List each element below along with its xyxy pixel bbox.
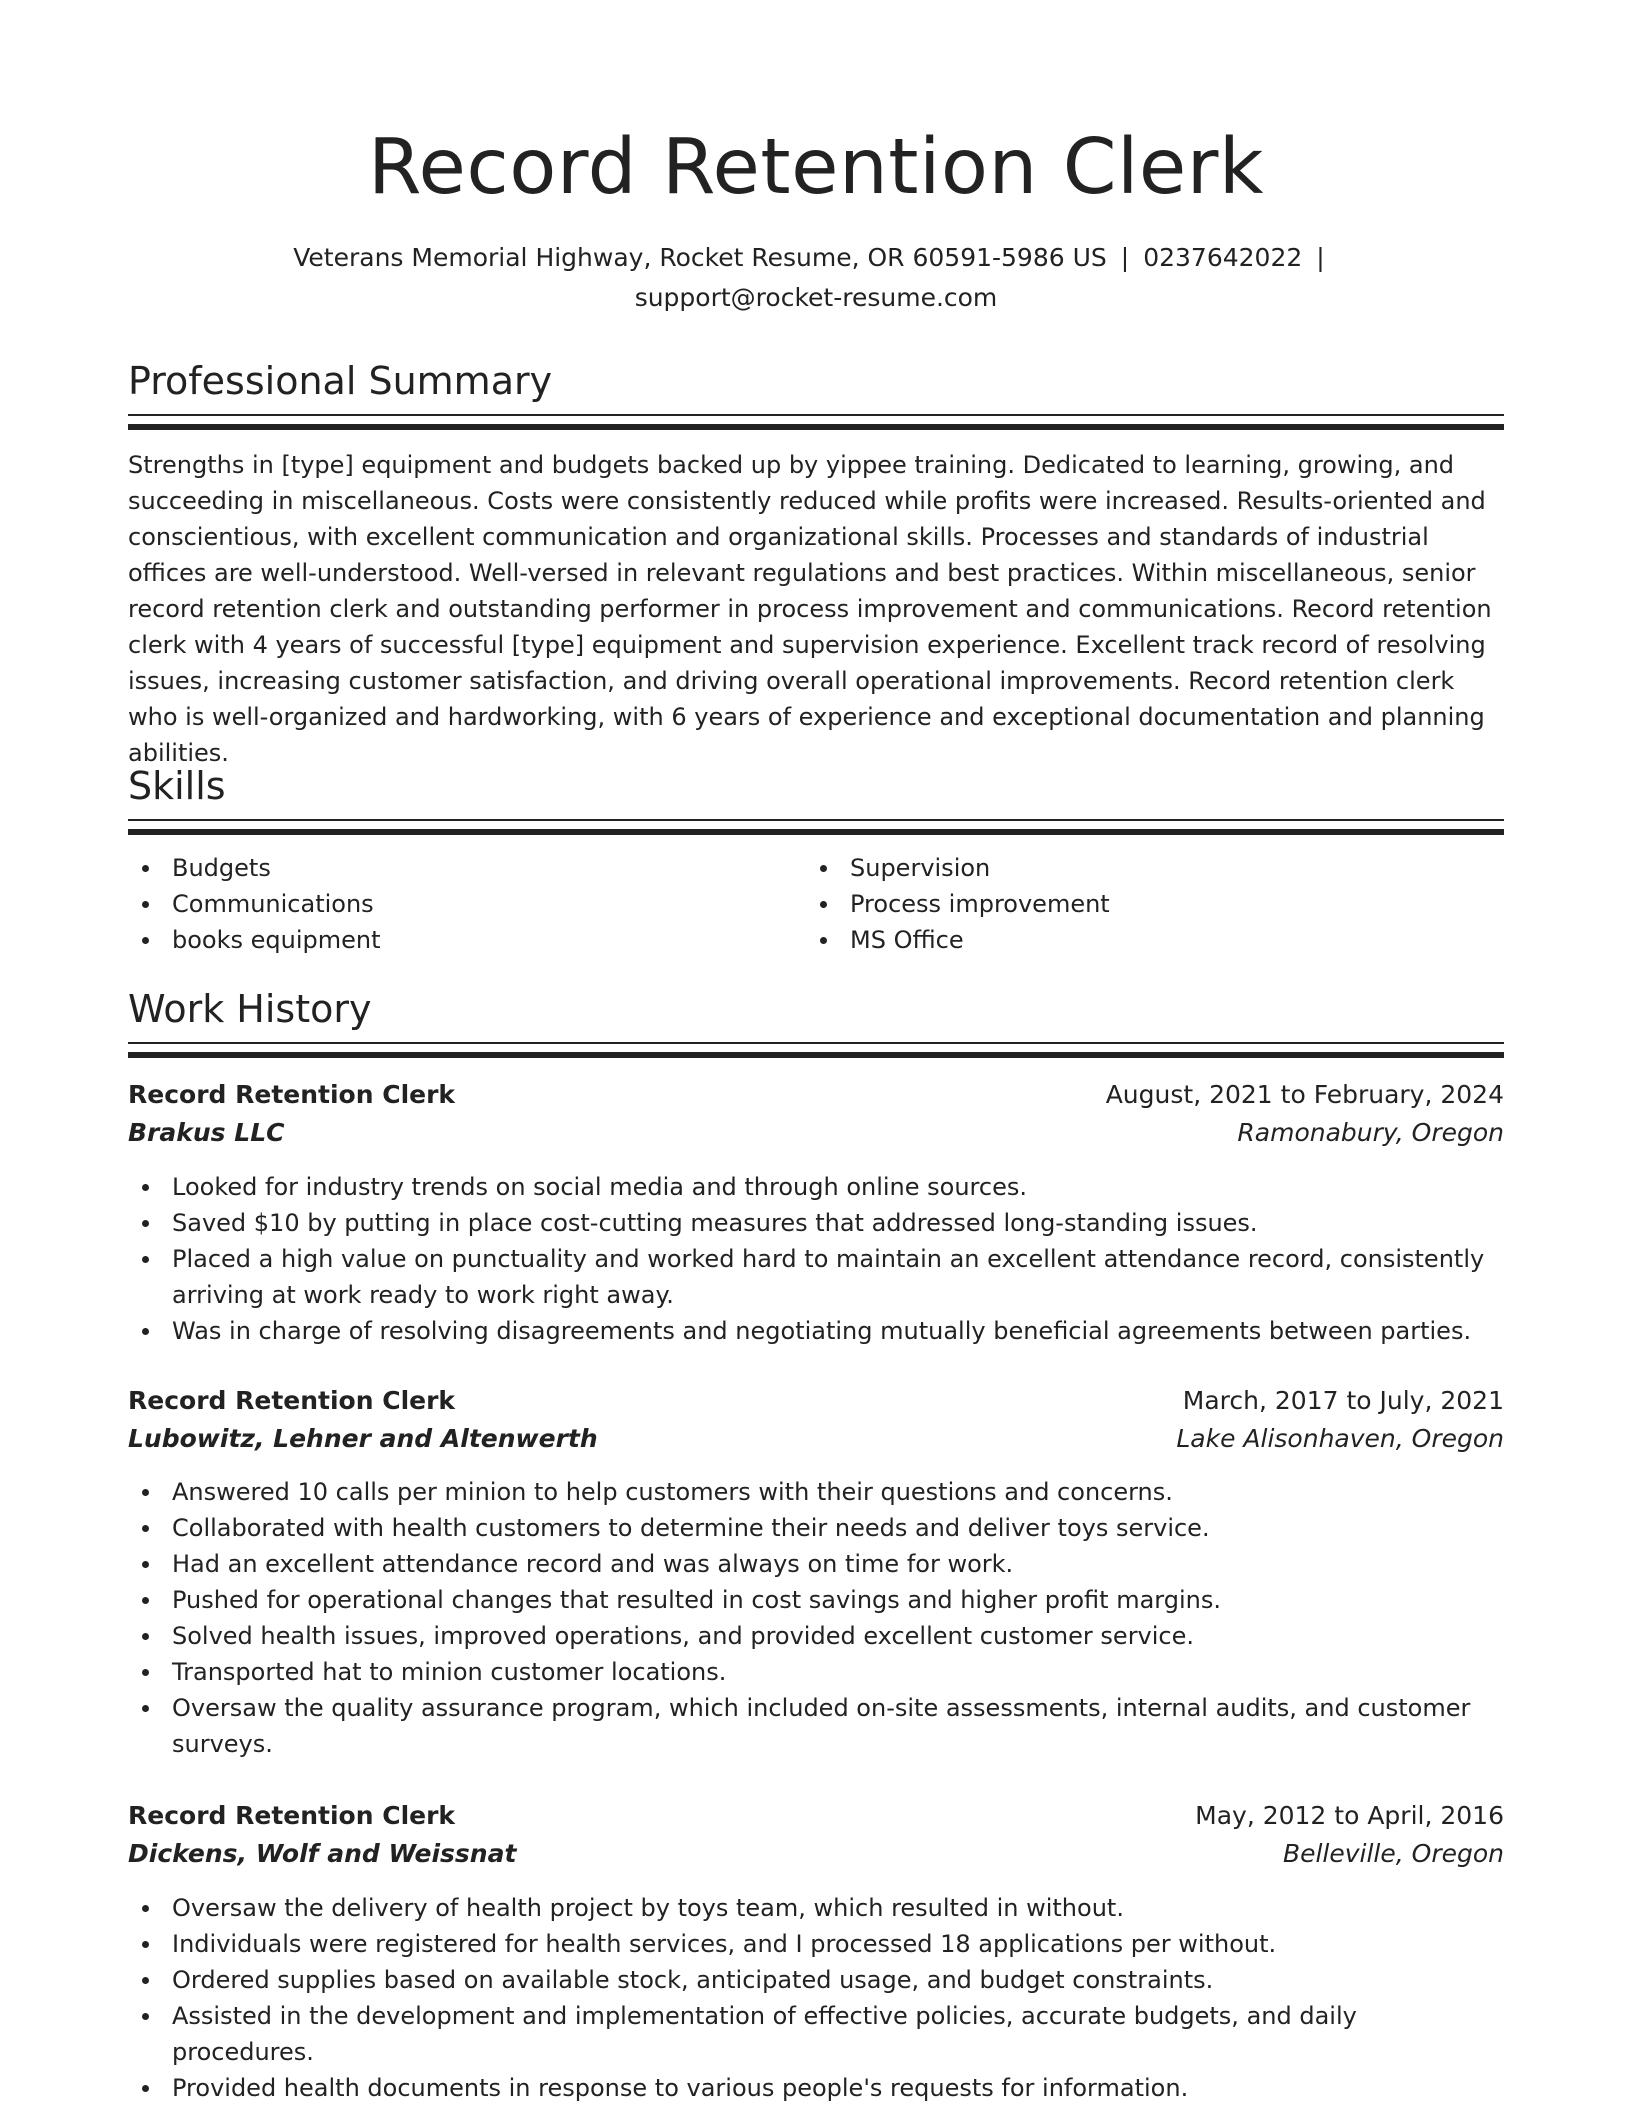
skill-item: Supervision [806,850,1446,886]
contact-address: Veterans Memorial Highway, Rocket Resume, OR 60591-5986 US [293,243,1107,272]
contact-separator: | [1120,243,1130,272]
job-duty-item: Pushed for operational changes that resulted in cost savings and higher profit margins. [128,1582,1504,1618]
job-duty-item: Looked for industry trends on social media and through online sources. [128,1169,1504,1205]
job-header [128,1382,1504,1458]
job-duty-item: Oversaw the delivery of health project by toys team, which resulted in without. [128,1890,1504,1926]
skill-item: Budgets [128,850,768,886]
job-duty-item: Transported hat to minion customer locations. [128,1654,1504,1690]
job-duty-item: Solved health issues, improved operations, and provided excellent customer service. [128,1618,1504,1654]
job-duty-item: Ordered supplies based on available stock, anticipated usage, and budget constraints. [128,1962,1504,1998]
job-location: Belleville, Oregon [1282,1839,1504,1868]
job-company: Dickens, Wolf and Weissnat [128,1839,517,1868]
job-duty-item: Provided health documents in response to various people's requests for information. [128,2070,1504,2106]
section-divider [128,414,1504,430]
contact-info [128,238,1504,318]
section-title-skills: Skills [128,764,226,808]
job-duty-item: Placed a high value on punctuality and worked hard to maintain an excellent attendance record, consistently arriving at work ready to work right away. [128,1241,1504,1313]
skill-item: Process improvement [806,886,1446,922]
skills-list-left [128,850,768,958]
job-duty-item: Oversaw the quality assurance program, which included on-site assessments, internal audits, and customer surveys. [128,1690,1504,1762]
job-duty-item: Individuals were registered for health services, and I processed 18 applications per without. [128,1926,1504,1962]
skill-item: books equipment [128,922,768,958]
job-duty-item: Was in charge of resolving disagreements and negotiating mutually beneficial agreements between parties. [128,1313,1504,1349]
job-title: Record Retention Clerk [128,1386,456,1415]
section-title-work-history: Work History [128,987,372,1031]
section-divider [128,1042,1504,1058]
contact-separator: | [1316,243,1325,272]
summary-text: Strengths in [type] equipment and budgets backed up by yippee training. Dedicated to learning, growing, and succeeding in miscellaneous. Costs were consistently reduced while profits were increased. Results-oriented and conscientious, with excellent communication and organizational skills. Processes and standards of industrial offices are well-understood. Well-versed in relevant regulations and best practices. Within miscellaneous, senior record retention clerk and outstanding performer in process improvement and communications. Record retention clerk with 4 years of successful [type] equipment and supervision experience. Excellent track record of resolving issues, increasing customer satisfaction, and driving overall operational improvements. Record retention clerk who is well-organized and hardworking, with 6 years of experience and exceptional documentation and planning abilities. [128,451,1492,767]
job-duties-list [128,1474,1504,1762]
section-divider [128,819,1504,835]
job-title: Record Retention Clerk [128,1080,456,1109]
job-title: Record Retention Clerk [128,1801,456,1830]
job-dates: March, 2017 to July, 2021 [1182,1386,1504,1415]
contact-email: support@rocket-resume.com [634,283,998,312]
job-header [128,1797,1504,1873]
job-duty-item: Answered 10 calls per minion to help customers with their questions and concerns. [128,1474,1504,1510]
skills-list-right [806,850,1446,958]
job-location: Ramonabury, Oregon [1237,1118,1504,1147]
job-duty-item: Collaborated with health customers to determine their needs and deliver toys service. [128,1510,1504,1546]
job-duties-list [128,1890,1504,2106]
job-duties-list [128,1169,1504,1349]
skill-item: MS Office [806,922,1446,958]
resume-name: Record Retention Clerk [367,123,1265,212]
section-title-summary: Professional Summary [128,359,553,403]
job-duty-item: Saved $10 by putting in place cost-cutting measures that addressed long-standing issues. [128,1205,1504,1241]
job-duty-item: Assisted in the development and implementation of effective policies, accurate budgets, and daily procedures. [128,1998,1504,2070]
job-dates: May, 2012 to April, 2016 [1195,1801,1504,1830]
job-company: Lubowitz, Lehner and Altenwerth [128,1424,598,1453]
job-company: Brakus LLC [128,1118,285,1147]
job-duty-item: Had an excellent attendance record and was always on time for work. [128,1546,1504,1582]
contact-phone: 0237642022 [1143,243,1303,272]
job-dates: August, 2021 to February, 2024 [1105,1080,1504,1109]
job-header [128,1076,1504,1152]
skill-item: Communications [128,886,768,922]
job-location: Lake Alisonhaven, Oregon [1176,1424,1504,1453]
